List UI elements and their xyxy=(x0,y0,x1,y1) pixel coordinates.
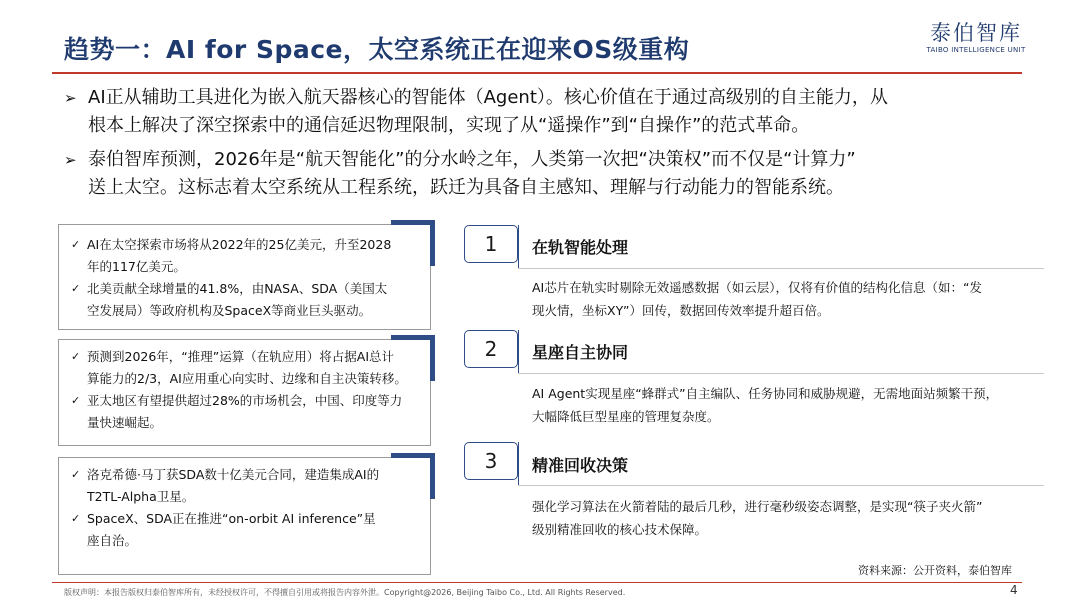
step-divider xyxy=(518,330,519,374)
intro-bullet xyxy=(64,84,1044,140)
step-divider xyxy=(518,225,519,269)
step-number-2: 2 xyxy=(464,330,518,368)
step-divider xyxy=(518,442,519,486)
intro-bullet xyxy=(64,146,1044,202)
title-divider xyxy=(52,72,1022,74)
item-line: 算能力的2/3，AI应用重心向实时、边缘和自主决策转移。 xyxy=(87,371,407,386)
step-title-1: 在轨智能处理 xyxy=(532,238,629,257)
desc-line: 级别精准回收的核心技术保障。 xyxy=(532,522,708,537)
desc-line: 现火情，坐标XY”）回传，数据回传效率提升超百倍。 xyxy=(532,303,830,318)
check-icon: ✓ xyxy=(71,468,81,481)
desc-line: 大幅降低巨型星座的管理复杂度。 xyxy=(532,409,720,424)
step-underline xyxy=(518,485,1044,486)
step-desc-3 xyxy=(532,495,1044,541)
desc-line: AI芯片在轨实时剔除无效遥感数据（如云层），仅将有价值的结构化信息（如：“发 xyxy=(532,280,982,295)
check-item xyxy=(71,508,420,552)
step-desc-1 xyxy=(532,276,1044,322)
page-number: 4 xyxy=(1010,583,1018,597)
forecast-box xyxy=(58,339,431,446)
check-item xyxy=(71,390,420,434)
copyright-footer: 版权声明：本报告版权归泰伯智库所有，未经授权许可，不得擅自引用或将报告内容外泄。Copyright@2026, Beijing Taibo Co., Ltd. All Rights Reserved. xyxy=(64,588,626,597)
logo-sub-text: TAIBO INTELLIGENCE UNIT xyxy=(926,46,1026,54)
item-line: SpaceX、SDA正在推进“on-orbit AI inference”星 xyxy=(87,511,376,526)
item-line: AI在太空探索市场将从2022年的25亿美元，升至2028 xyxy=(87,237,392,252)
arrow-bullet-icon: ➢ xyxy=(64,151,77,169)
check-icon: ✓ xyxy=(71,238,81,251)
bullet-line: 泰伯智库预测，2026年是“航天智能化”的分水岭之年，人类第一次把“决策权”而不仅是“计算力” xyxy=(88,149,856,170)
page-title: 趋势一：AI for Space，太空系统正在迎来OS级重构 xyxy=(64,35,690,64)
check-item xyxy=(71,464,420,508)
check-icon: ✓ xyxy=(71,512,81,525)
step-underline xyxy=(518,373,1044,374)
step-underline xyxy=(518,268,1044,269)
bullet-line: 根本上解决了深空探索中的通信延迟物理限制，实现了从“遥操作”到“自操作”的范式革命。 xyxy=(88,115,810,136)
logo xyxy=(926,20,1026,54)
arrow-bullet-icon: ➢ xyxy=(64,89,77,107)
industry-box xyxy=(58,457,431,575)
item-line: 座自治。 xyxy=(87,533,138,548)
bullet-line: 送上太空。这标志着太空系统从工程系统，跃迁为具备自主感知、理解与行动能力的智能系统。 xyxy=(88,177,844,198)
bullet-line: AI正从辅助工具进化为嵌入航天器核心的智能体（Agent）。核心价值在于通过高级别的自主能力，从 xyxy=(88,87,888,108)
step-title-3: 精准回收决策 xyxy=(532,456,629,475)
item-line: 亚太地区有望提供超过28%的市场机会，中国、印度等力 xyxy=(87,393,403,408)
check-icon: ✓ xyxy=(71,282,81,295)
check-item xyxy=(71,234,420,278)
item-line: 北美贡献全球增量的41.8%，由NASA、SDA（美国太 xyxy=(87,281,388,296)
item-line: 预测到2026年，“推理”运算（在轨应用）将占据AI总计 xyxy=(87,349,395,364)
desc-line: AI Agent实现星座“蜂群式”自主编队、任务协同和威胁规避，无需地面站频繁干预， xyxy=(532,386,999,401)
source-note: 资料来源：公开资料，泰伯智库 xyxy=(858,564,1012,577)
check-icon: ✓ xyxy=(71,350,81,363)
item-line: 空发展局）等政府机构及SpaceX等商业巨头驱动。 xyxy=(87,303,372,318)
item-line: 年的117亿美元。 xyxy=(87,259,186,274)
check-item xyxy=(71,346,420,390)
footer-divider xyxy=(52,582,1022,583)
check-item xyxy=(71,278,420,322)
step-desc-2 xyxy=(532,382,1044,428)
market-stats-box xyxy=(58,224,431,330)
desc-line: 强化学习算法在火箭着陆的最后几秒，进行毫秒级姿态调整，是实现“筷子夹火箭” xyxy=(532,499,983,514)
step-number-3: 3 xyxy=(464,442,518,480)
item-line: T2TL-Alpha卫星。 xyxy=(87,489,195,504)
intro-bullets xyxy=(64,84,1044,208)
item-line: 洛克希德·马丁获SDA数十亿美元合同，建造集成AI的 xyxy=(87,467,380,482)
check-icon: ✓ xyxy=(71,394,81,407)
step-number-1: 1 xyxy=(464,225,518,263)
item-line: 量快速崛起。 xyxy=(87,415,163,430)
step-title-2: 星座自主协同 xyxy=(532,343,629,362)
logo-main-text: 泰伯智库 xyxy=(930,21,1022,45)
